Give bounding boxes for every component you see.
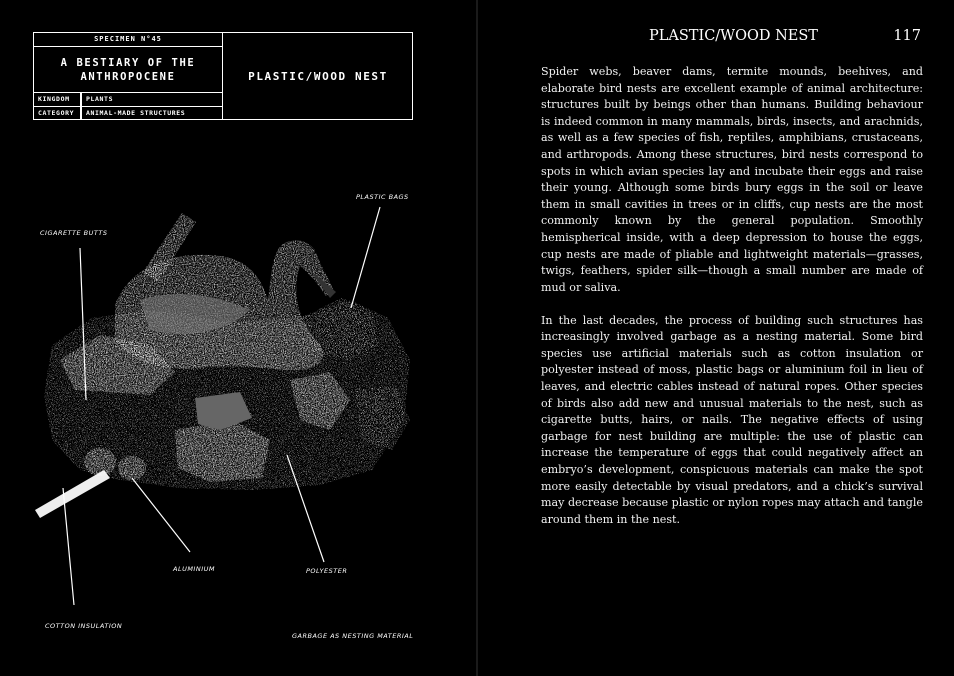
right-page (478, 0, 954, 676)
kingdom-label: KINGDOM (38, 95, 70, 103)
label-aluminium: ALUMINIUM (173, 565, 215, 573)
book-title: A BESTIARY OF THE ANTHROPOCENE (34, 47, 222, 93)
specimen-number: SPECIMEN N°45 (34, 33, 222, 47)
running-header (541, 28, 923, 50)
caption-garbage-nesting: GARBAGE AS NESTING MATERIAL (292, 632, 414, 640)
label-cotton-insulation: COTTON INSULATION (45, 622, 123, 630)
kingdom-value: PLANTS (86, 95, 114, 103)
left-page (0, 0, 476, 676)
leader-line-plastic-bags (351, 207, 380, 308)
swan-nest-illustration (0, 0, 476, 676)
leader-line-cotton-insulation (63, 488, 74, 605)
body-text (541, 64, 923, 545)
running-title: PLASTIC/WOOD NEST (649, 28, 818, 44)
page-number: 117 (893, 28, 921, 44)
specimen-name: PLASTIC/WOOD NEST (248, 69, 388, 83)
paragraph: Spider webs, beaver dams, termite mounds, beehives, and elaborate bird nests are excellent example of animal architecture: structures built by beings other than humans. Building behaviour is indeed common in many mammals, birds, insects, and arachnids, as well as a few species of fish, reptiles, amphibians, crustaceans, and arthropods. Among these structures, bird nests correspond to spots in which avian species lay and incubate their eggs and raise their young. Although some birds bury eggs in the soil or leave them in small cavities in trees or in cliffs, cup nests are the most commonly known by the general population. Smoothly hemispherical inside, with a deep depression to house the eggs, cup nests are made of pliable and lightweight materials—grasses, twigs, feathers, spider silk—though a small number are made of mud or saliva. (541, 65, 923, 294)
category-label: CATEGORY (38, 109, 75, 117)
label-polyester: POLYESTER (306, 567, 348, 575)
swan-shape (115, 240, 336, 370)
paragraph: In the last decades, the process of building such structures has increasingly involved garbage as a nesting material. Some bird species use artificial materials such as cotton insulation or polyester instead of moss, plastic bags or aluminium foil in lieu of leaves, and electric cables instead of natural ropes. Other species of birds also add new and unusual materials to the nest, such as cigarette butts, hairs, or nails. The negative effects of using garbage for nest building are multiple: the use of plastic can increase the temperature of eggs that could negatively affect an embryo’s development, conspicuous materials can make the spot more easily detectable by visual predators, and a chick’s survival may decrease because plastic or nylon ropes may attach and tangle around them in the nest. (541, 313, 923, 526)
leader-line-aluminium (132, 478, 190, 552)
label-plastic-bags: PLASTIC BAGS (356, 193, 409, 201)
label-cigarette-butts: CIGARETTE BUTTS (40, 229, 108, 237)
category-value: ANIMAL-MADE STRUCTURES (86, 109, 186, 117)
